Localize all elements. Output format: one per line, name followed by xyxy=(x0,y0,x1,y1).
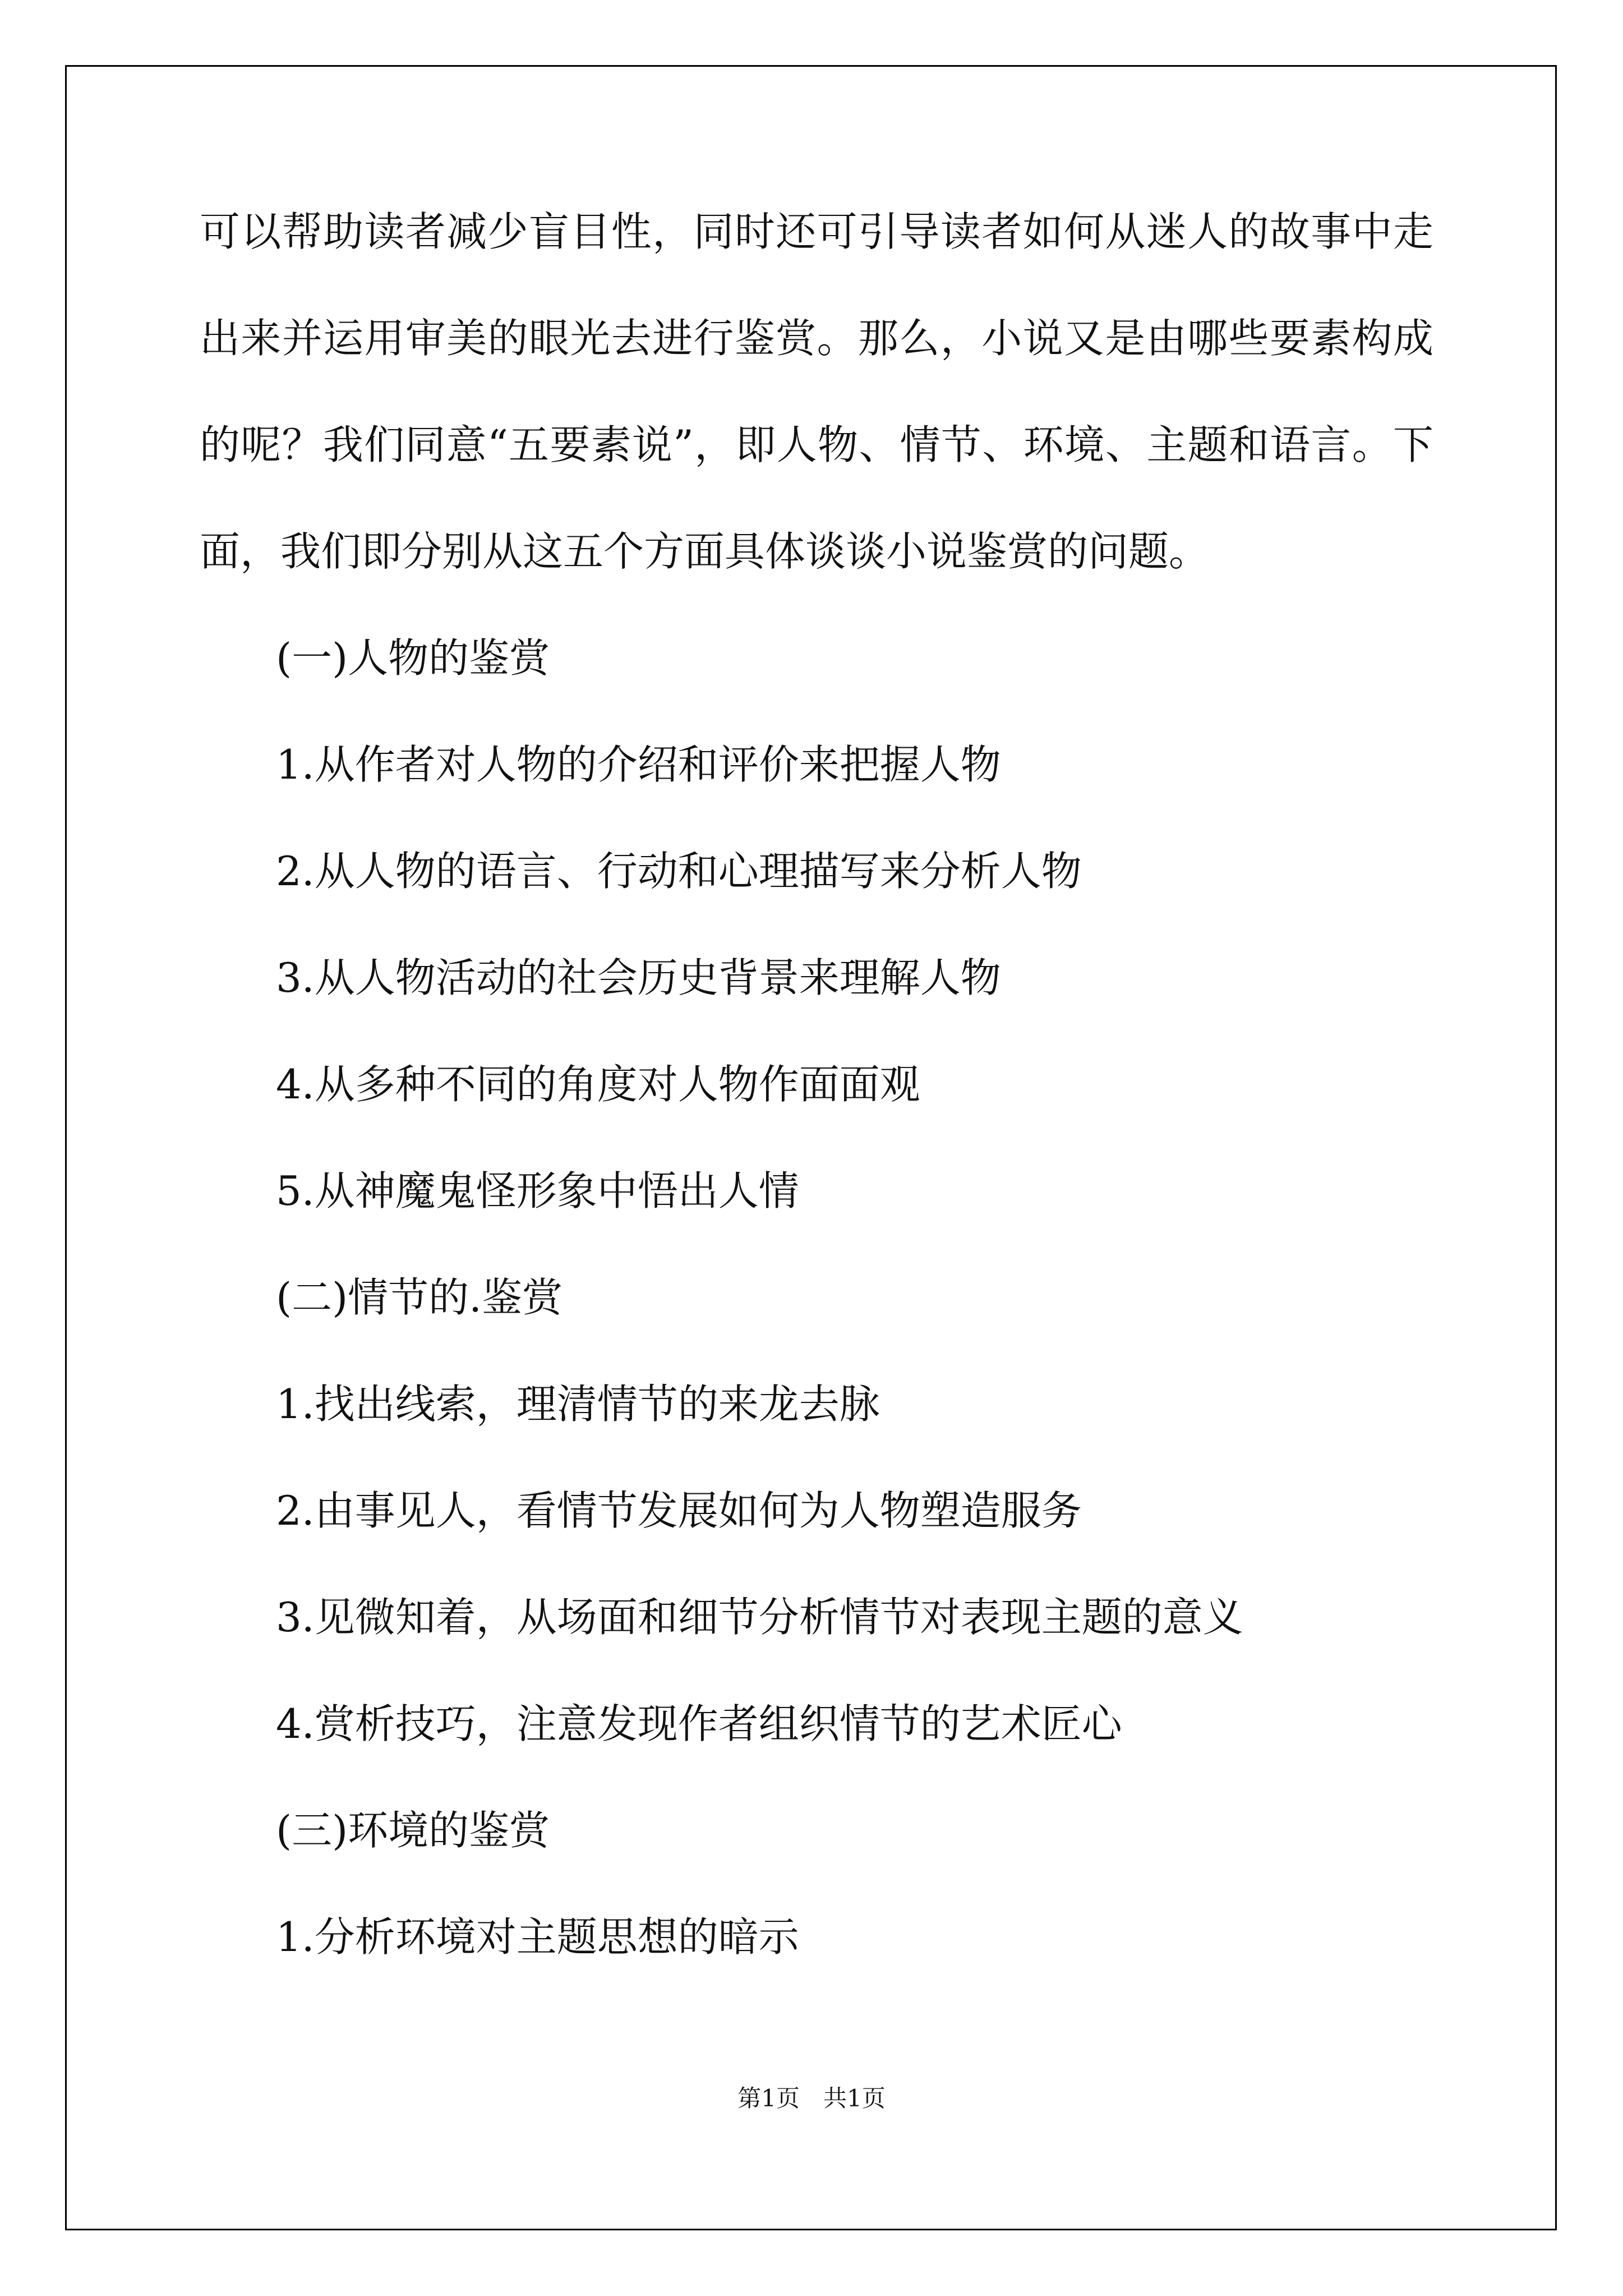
list-item: 5.从神魔鬼怪形象中悟出人情 xyxy=(276,1167,799,1214)
section-heading-plot: (二)情节的.鉴赏 xyxy=(276,1274,563,1321)
list-item: 3.从人物活动的社会历史背景来理解人物 xyxy=(276,954,1001,1001)
page-number-current: 第1页 xyxy=(737,2085,800,2112)
list-item: 1.从作者对人物的介绍和评价来把握人物 xyxy=(276,741,1001,788)
list-item: 1.分析环境对主题思想的暗示 xyxy=(276,1913,799,1961)
section-heading-environment: (三)环境的鉴赏 xyxy=(276,1807,550,1854)
list-item: 1.找出线索，理清情节的来龙去脉 xyxy=(276,1381,880,1428)
page-footer xyxy=(0,2080,1623,2114)
list-item: 3.见微知着，从场面和细节分析情节对表现主题的意义 xyxy=(276,1594,1243,1641)
document-body xyxy=(200,208,1433,1990)
section-heading-characters: (一)人物的鉴赏 xyxy=(276,634,550,682)
intro-paragraph: 可以帮助读者减少盲目性，同时还可引导读者如何从迷人的故事中走出来并运用审美的眼光去进行鉴赏。那么，小说又是由哪些要素构成的呢？我们同意“五要素说”，即人物、情节、环境、主题和语言。下面，我们即分别从这五个方面具体谈谈小说鉴赏的问题。 xyxy=(200,208,1433,575)
list-item: 4.从多种不同的角度对人物作面面观 xyxy=(276,1061,920,1108)
list-item: 2.从人物的语言、行动和心理描写来分析人物 xyxy=(276,848,1082,895)
page-number-total: 共1页 xyxy=(823,2085,886,2112)
list-item: 4.赏析技巧，注意发现作者组织情节的艺术匠心 xyxy=(276,1700,1122,1747)
list-item: 2.由事见人，看情节发展如何为人物塑造服务 xyxy=(276,1487,1082,1534)
